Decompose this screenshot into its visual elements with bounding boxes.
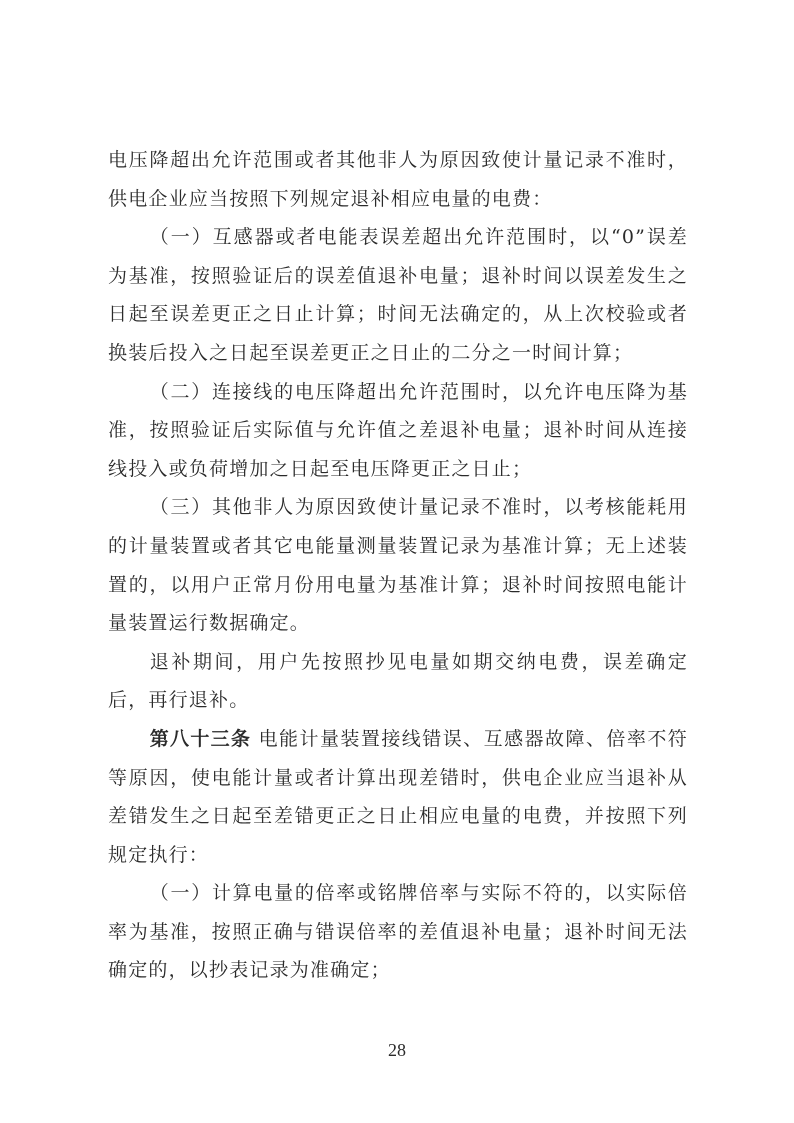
article-heading: 第八十三条 (149, 727, 252, 750)
paragraph-item-2: （二）连接线的电压降超出允许范围时，以允许电压降为基准，按照验证后实际值与允许值之差退补电量；退补时间从连接线投入或负荷增加之日起至电压降更正之日止； (108, 380, 688, 480)
paragraph-item-3: （三）其他非人为原因致使计量记录不准时，以考核能耗用的计量装置或者其它电能量测量装置记录为基准计算；无上述装置的，以用户正常月份用电量为基准计算；退补时间按照电能计量装置运行数据确定。 (108, 496, 688, 635)
article-item-1: （一）计算电量的倍率或铭牌倍率与实际不符的，以实际倍率为基准，按照正确与错误倍率的差值退补电量；退补时间无法确定的，以抄表记录为准确定； (108, 882, 688, 982)
paragraph-item-1: （一）互感器或者电能表误差超出允许范围时，以“0”误差为基准，按照验证后的误差值退补电量；退补时间以误差发生之日起至误差更正之日止计算；时间无法确定的，从上次校验或者换装后投入之日起至误差更正之日止的二分之一时间计算； (108, 226, 688, 364)
article-text: 电能计量装置接线错误、互感器故障、倍率不符等原因，使电能计量或者计算出现差错时，供电企业应当退补从差错发生之日起至差错更正之日止相应电量的电费，并按照下列规定执行： (108, 727, 688, 866)
page-number: 28 (388, 1040, 406, 1060)
paragraph-refund-period: 退补期间，用户先按照抄见电量如期交纳电费，误差确定后，再行退补。 (108, 650, 688, 712)
page-body (108, 141, 688, 990)
article-paragraph (108, 720, 688, 874)
paragraph-intro: 电压降超出允许范围或者其他非人为原因致使计量记录不准时，供电企业应当按照下列规定退补相应电量的电费： (108, 149, 688, 210)
article-separator (251, 728, 259, 750)
